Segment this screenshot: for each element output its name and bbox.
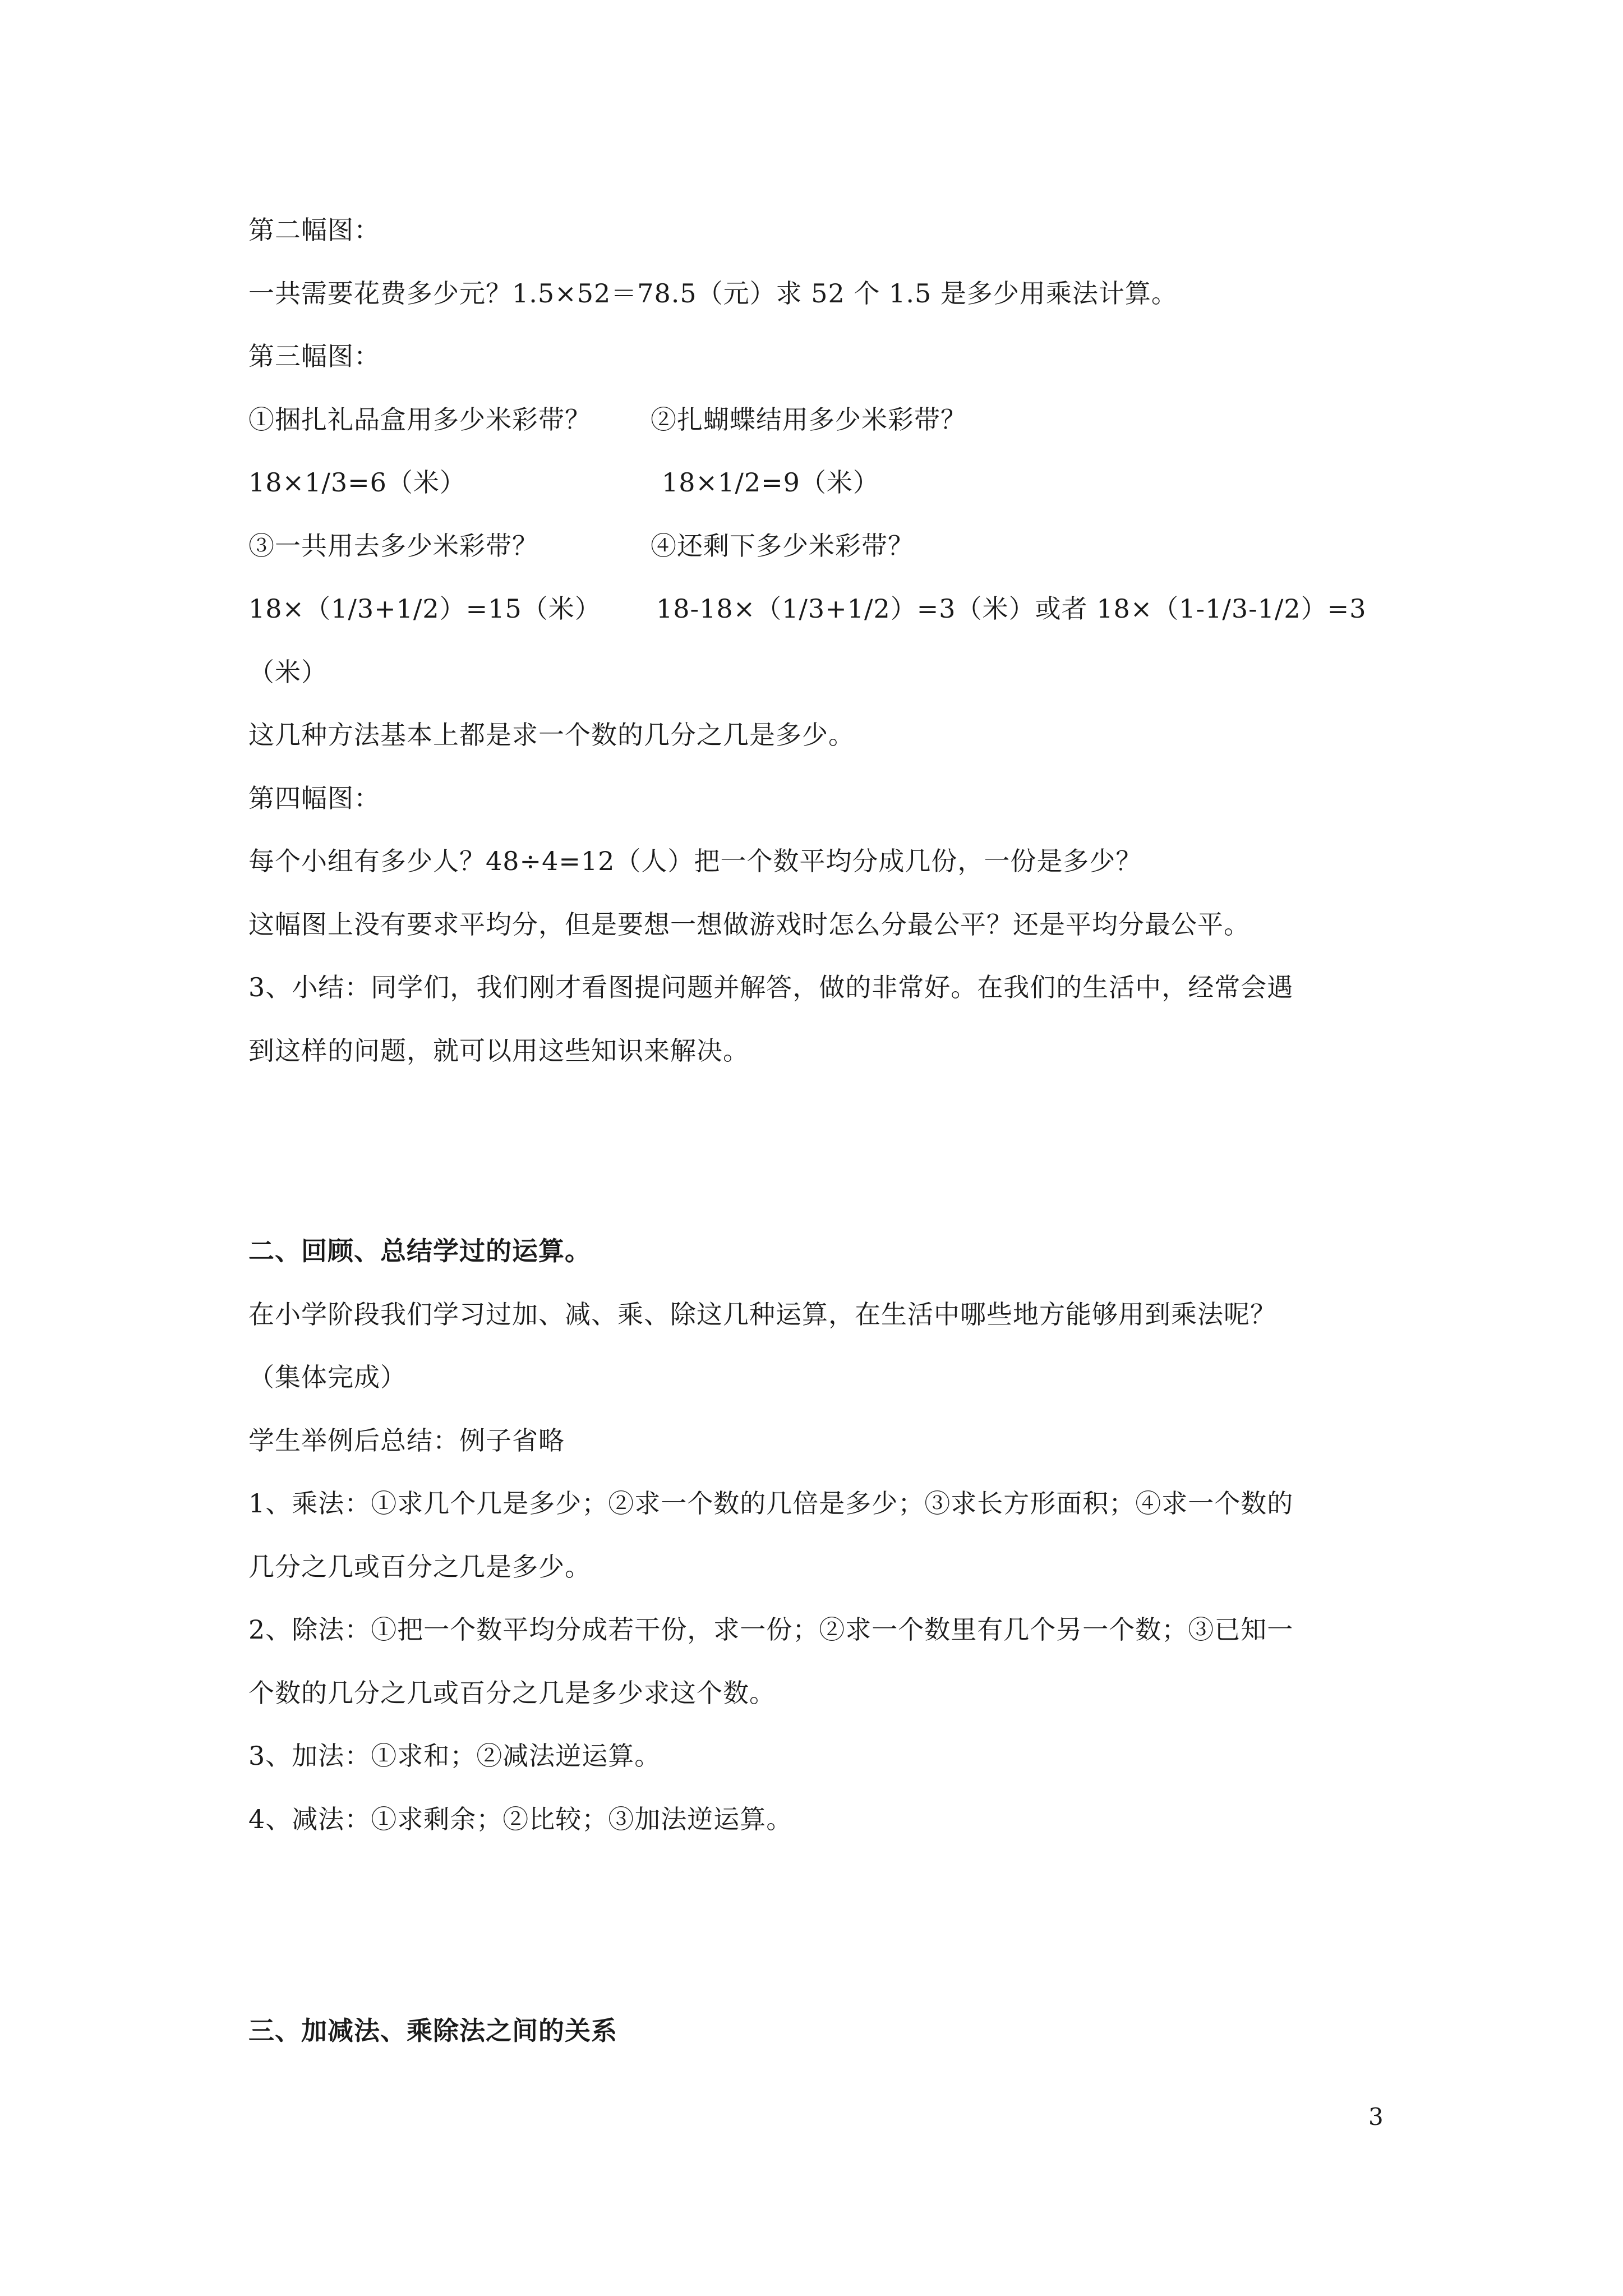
summary-line-2: 到这样的问题，就可以用这些知识来解决。 xyxy=(248,1036,749,1066)
fig3-q1: ①捆扎礼品盒用多少米彩带？ xyxy=(248,404,591,435)
fig4-text: 每个小组有多少人？48÷4=12（人）把一个数平均分成几份，一份是多少？ xyxy=(248,846,1142,876)
multiplication-line-2: 几分之几或百分之几是多少。 xyxy=(248,1552,591,1582)
section2-intro: 在小学阶段我们学习过加、减、乘、除这几种运算，在生活中哪些地方能够用到乘法呢？ xyxy=(248,1299,1276,1329)
section2-title: 二、回顾、总结学过的运算。 xyxy=(248,1236,591,1266)
fig3-q4: ④还剩下多少米彩带？ xyxy=(651,531,914,561)
section2-examples: 学生举例后总结：例子省略 xyxy=(248,1425,565,1456)
fig3-a1: 18×1/3=6（米） xyxy=(248,467,466,498)
fig3-q2: ②扎蝴蝶结用多少米彩带？ xyxy=(651,404,967,435)
fig4-note: 这幅图上没有要求平均分，但是要想一想做游戏时怎么分最公平？还是平均分最公平。 xyxy=(248,909,1250,940)
division-line-1: 2、除法：①把一个数平均分成若干份，求一份；②求一个数里有几个另一个数；③已知一 xyxy=(248,1614,1294,1645)
addition-line: 3、加法：①求和；②减法逆运算。 xyxy=(248,1741,661,1771)
fig3-a3: 18×（1/3+1/2）=15（米） xyxy=(248,593,601,624)
fig3-heading: 第三幅图： xyxy=(248,341,380,371)
fig3-a4-cont: （米） xyxy=(248,657,328,687)
fig2-heading: 第二幅图： xyxy=(248,215,380,245)
fig3-q3: ③一共用去多少米彩带？ xyxy=(248,531,538,561)
subtraction-line: 4、减法：①求剩余；②比较；③加法逆运算。 xyxy=(248,1804,793,1834)
fig3-a4: 18-18×（1/3+1/2）=3（米）或者 18×（1-1/3-1/2）=3 xyxy=(656,593,1367,624)
multiplication-line-1: 1、乘法：①求几个几是多少；②求一个数的几倍是多少；③求长方形面积；④求一个数的 xyxy=(248,1488,1294,1519)
fig3-a2: 18×1/2=9（米） xyxy=(662,467,879,498)
page-number: 3 xyxy=(1368,2103,1384,2131)
fig4-heading: 第四幅图： xyxy=(248,783,380,813)
fig2-text: 一共需要花费多少元？1.5×52＝78.5（元）求 52 个 1.5 是多少用乘法计算。 xyxy=(248,278,1178,309)
division-line-2: 个数的几分之几或百分之几是多少求这个数。 xyxy=(248,1678,776,1708)
summary-line-1: 3、小结：同学们，我们刚才看图提问题并解答，做的非常好。在我们的生活中，经常会遇 xyxy=(248,972,1294,1002)
section3-title: 三、加减法、乘除法之间的关系 xyxy=(248,2016,617,2046)
section2-collective: （集体完成） xyxy=(248,1362,407,1392)
fig3-summary: 这几种方法基本上都是求一个数的几分之几是多少。 xyxy=(248,720,855,750)
